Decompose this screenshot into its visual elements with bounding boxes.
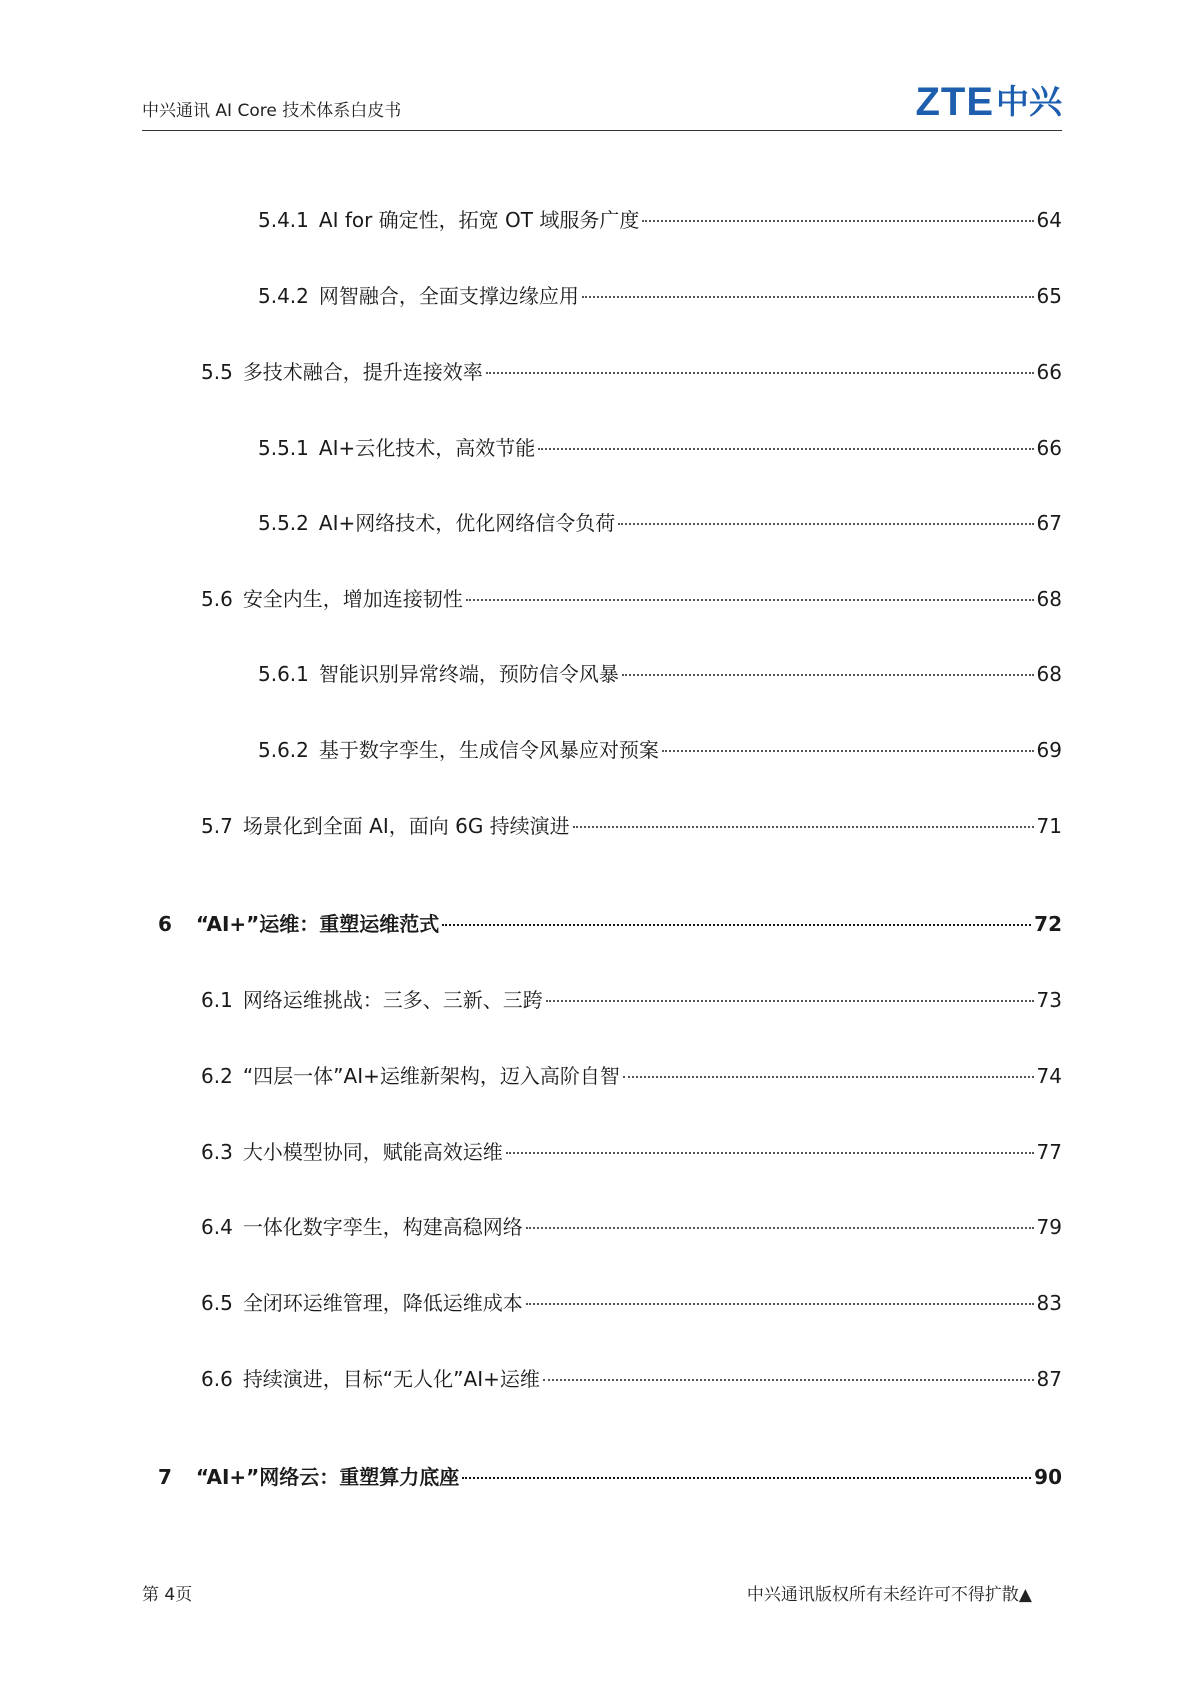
toc-dot-leader (442, 924, 1031, 926)
toc-dot-leader (538, 448, 1033, 450)
toc-entry-page: 79 (1036, 1215, 1062, 1239)
copyright-notice: 中兴通讯版权所有未经许可不得扩散▲ (746, 1585, 1032, 1605)
toc-entry-page: 65 (1036, 284, 1062, 308)
toc-entry-title: “AI+”网络云：重塑算力底座 (195, 1465, 460, 1489)
toc-entry-title: 全闭环运维管理，降低运维成本 (242, 1291, 523, 1315)
toc-entry-page: 90 (1034, 1465, 1062, 1489)
toc-entry[interactable] (258, 735, 1062, 765)
toc-entry[interactable] (201, 357, 1062, 387)
toc-entry-number: 5.7 (201, 814, 233, 838)
toc-entry-page: 87 (1036, 1367, 1062, 1391)
toc-entry[interactable] (258, 205, 1062, 235)
toc-entry-title: AI+网络技术，优化网络信令负荷 (318, 511, 616, 535)
toc-entry-page: 64 (1036, 208, 1062, 232)
toc-entry-page: 72 (1034, 912, 1062, 936)
toc-entry-page: 83 (1036, 1291, 1062, 1315)
toc-entry-number: 5.6.1 (258, 662, 309, 686)
toc-entry-number: 6.6 (201, 1367, 233, 1391)
toc-dot-leader (623, 1076, 1034, 1078)
toc-dot-leader (573, 826, 1034, 828)
toc-entry-title: 持续演进，目标“无人化”AI+运维 (242, 1367, 540, 1391)
toc-dot-leader (662, 750, 1034, 752)
toc-entry[interactable] (201, 1061, 1062, 1091)
toc-entry-number: 6.3 (201, 1140, 233, 1164)
toc-entry-page: 74 (1036, 1064, 1062, 1088)
toc-entry-title: 网络运维挑战：三多、三新、三跨 (242, 988, 543, 1012)
toc-entry-title: 智能识别异常终端，预防信令风暴 (318, 662, 619, 686)
toc-entry[interactable] (201, 1212, 1062, 1242)
toc-entry-title: “四层一体”AI+运维新架构，迈入高阶自智 (242, 1064, 620, 1088)
toc-entry-page: 66 (1036, 436, 1062, 460)
logo-latin-text: ZTE (915, 80, 994, 124)
toc-entry-number: 7 (158, 1465, 172, 1489)
toc-entry-number: 6.5 (201, 1291, 233, 1315)
toc-dot-leader (546, 1000, 1034, 1002)
toc-entry-page: 71 (1036, 814, 1062, 838)
document-title: 中兴通讯 AI Core 技术体系白皮书 (142, 101, 402, 121)
toc-entry-page: 66 (1036, 360, 1062, 384)
toc-entry-title: 基于数字孪生，生成信令风暴应对预案 (318, 738, 659, 762)
toc-entry-title: AI for 确定性，拓宽 OT 域服务广度 (318, 208, 640, 232)
toc-entry-title: 多技术融合，提升连接效率 (242, 360, 483, 384)
toc-entry-number: 5.5.2 (258, 511, 309, 535)
toc-entry-title: 大小模型协同，赋能高效运维 (242, 1140, 503, 1164)
toc-entry-number: 5.4.2 (258, 284, 309, 308)
toc-entry-page: 77 (1036, 1140, 1062, 1164)
toc-entry[interactable] (201, 584, 1062, 614)
toc-entry-number: 5.5 (201, 360, 233, 384)
toc-entry[interactable] (258, 659, 1062, 689)
toc-dot-leader (543, 1379, 1034, 1381)
toc-dot-leader (622, 674, 1034, 676)
toc-entry[interactable] (258, 281, 1062, 311)
toc-entry-number: 6.2 (201, 1064, 233, 1088)
toc-entry-title: 网智融合，全面支撑边缘应用 (318, 284, 579, 308)
page-number: 第 4页 (142, 1585, 193, 1605)
toc-entry-number: 6 (158, 912, 172, 936)
toc-dot-leader (466, 599, 1034, 601)
toc-entry-title: 场景化到全面 AI，面向 6G 持续演进 (242, 814, 570, 838)
toc-chapter-entry[interactable] (158, 1462, 1062, 1492)
toc-entry-page: 68 (1036, 587, 1062, 611)
toc-entry-title: 一体化数字孪生，构建高稳网络 (242, 1215, 523, 1239)
toc-dot-leader (462, 1477, 1031, 1479)
toc-entry-number: 5.5.1 (258, 436, 309, 460)
toc-entry-page: 67 (1036, 511, 1062, 535)
toc-entry[interactable] (258, 508, 1062, 538)
toc-chapter-entry[interactable] (158, 909, 1062, 939)
toc-entry-number: 6.1 (201, 988, 233, 1012)
toc-entry[interactable] (201, 985, 1062, 1015)
toc-entry[interactable] (201, 1288, 1062, 1318)
toc-entry-title: AI+云化技术，高效节能 (318, 436, 536, 460)
toc-entry-page: 68 (1036, 662, 1062, 686)
toc-entry-title: “AI+”运维：重塑运维范式 (195, 912, 440, 936)
toc-entry-number: 6.4 (201, 1215, 233, 1239)
toc-entry-title: 安全内生，增加连接韧性 (242, 587, 463, 611)
toc-entry-page: 69 (1036, 738, 1062, 762)
logo-cjk-text: 中兴 (996, 83, 1062, 120)
toc-entry[interactable] (201, 1364, 1062, 1394)
toc-dot-leader (618, 523, 1033, 525)
toc-entry[interactable] (201, 811, 1062, 841)
toc-entry[interactable] (258, 433, 1062, 463)
toc-entry-number: 5.6.2 (258, 738, 309, 762)
toc-dot-leader (506, 1152, 1034, 1154)
toc-dot-leader (642, 220, 1033, 222)
toc-dot-leader (526, 1303, 1034, 1305)
toc-dot-leader (486, 372, 1034, 374)
toc-entry-number: 5.4.1 (258, 208, 309, 232)
toc-dot-leader (526, 1227, 1034, 1229)
toc-dot-leader (582, 296, 1034, 298)
toc-entry-number: 5.6 (201, 587, 233, 611)
toc-entry-page: 73 (1036, 988, 1062, 1012)
toc-entry[interactable] (201, 1137, 1062, 1167)
